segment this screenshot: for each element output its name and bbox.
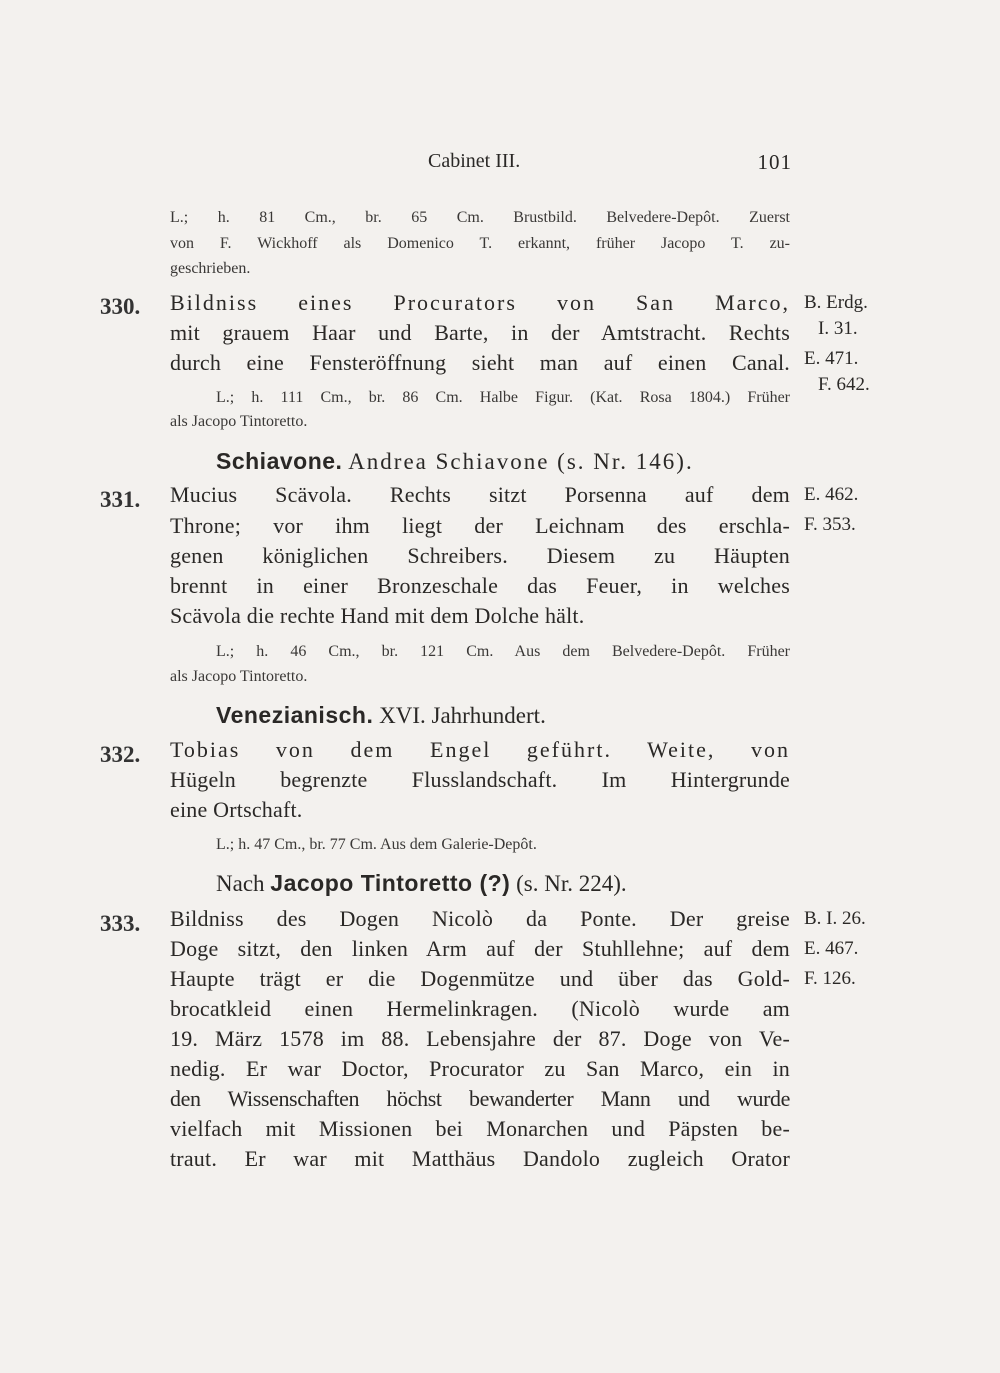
entry-text-line: Doge sitzt, den linken Arm auf der Stuhllehne; auf dem (170, 936, 790, 961)
entry-text-line: durch eine Fensteröffnung sieht man auf einen Canal. (170, 350, 790, 375)
location-ref: F. 642. (818, 374, 870, 395)
intro-note-line: L.; h. 81 Cm., br. 65 Cm. Brustbild. Belvedere-Depôt. Zuerst (170, 209, 790, 226)
entry-title-line: Bildniss des Dogen Nicolò da Ponte. Der greise (170, 906, 790, 931)
entry-text-line: 19. März 1578 im 88. Lebensjahre der 87. Doge von Ve- (170, 1026, 790, 1051)
artist-detail: Andrea Schiavone (s. Nr. 146). (348, 449, 694, 474)
entry-text-line: brocatkleid einen Hermelinkragen. (Nicolò wurde am (170, 996, 790, 1021)
location-ref: B. Erdg. (804, 292, 868, 313)
location-ref: E. 462. (804, 484, 859, 505)
intro-note-line: geschrieben. (170, 260, 251, 277)
entry-text-line: genen königlichen Schreibers. Diesem zu Häupten (170, 543, 790, 568)
location-ref: I. 31. (818, 318, 858, 339)
running-header (170, 150, 790, 180)
entry-text-line: traut. Er war mit Matthäus Dandolo zugleich Orator (170, 1146, 790, 1171)
entry-text-line: nedig. Er war Doctor, Procurator zu San Marco, ein in (170, 1056, 790, 1081)
location-ref: E. 471. (804, 348, 859, 369)
intro-note-line: von F. Wickhoff als Domenico T. erkannt, früher Jacopo T. zu- (170, 235, 790, 252)
entry-title-line: Bildniss eines Procurators von San Marco, (170, 290, 790, 315)
section-heading (216, 870, 627, 897)
page-header-title: Cabinet III. (428, 150, 521, 172)
entry-note-line: L.; h. 46 Cm., br. 121 Cm. Aus dem Belvedere-Depôt. Früher (216, 643, 790, 660)
location-ref: E. 467. (804, 938, 859, 959)
entry-number: 331. (100, 487, 141, 512)
entry-note-line: L.; h. 111 Cm., br. 86 Cm. Halbe Figur. (Kat. Rosa 1804.) Früher (216, 389, 790, 406)
school-period: XVI. Jahrhundert. (379, 703, 546, 728)
entry-text-line: mit grauem Haar und Barte, in der Amtstracht. Rechts (170, 320, 790, 345)
artist-name: Jacopo Tintoretto (?) (270, 870, 511, 896)
entry-text-line: Haupte trägt er die Dogenmütze und über das Gold- (170, 966, 790, 991)
entry-text-line: Scävola die rechte Hand mit dem Dolche hält. (170, 603, 585, 628)
artist-detail: (s. Nr. 224). (516, 871, 627, 896)
entry-text-line: brennt in einer Bronzeschale das Feuer, in welches (170, 573, 790, 598)
entry-text-line: eine Ortschaft. (170, 797, 303, 822)
entry-text-line: Throne; vor ihm liegt der Leichnam des erschla- (170, 513, 790, 538)
section-heading (216, 702, 546, 729)
entry-text-line: Hügeln begrenzte Flusslandschaft. Im Hintergrunde (170, 767, 790, 792)
location-ref: F. 353. (804, 514, 856, 535)
location-ref: F. 126. (804, 968, 856, 989)
entry-note-line: als Jacopo Tintoretto. (170, 413, 308, 430)
location-ref: B. I. 26. (804, 908, 866, 929)
artist-name: Schiavone. (216, 448, 343, 474)
entry-text-line: den Wissenschaften höchst bewanderter Mann und wurde (170, 1086, 790, 1111)
attribution-prefix: Nach (216, 871, 265, 896)
entry-note-line: L.; h. 47 Cm., br. 77 Cm. Aus dem Galerie-Depôt. (216, 836, 537, 853)
entry-title-line: Mucius Scävola. Rechts sitzt Porsenna auf dem (170, 482, 790, 507)
school-name: Venezianisch. (216, 702, 374, 728)
entry-number: 333. (100, 911, 141, 936)
page-number: 101 (757, 150, 792, 174)
entry-number: 330. (100, 294, 141, 319)
entry-text-line: vielfach mit Missionen bei Monarchen und Päpsten be- (170, 1116, 790, 1141)
section-heading (216, 448, 694, 475)
entry-number: 332. (100, 742, 141, 767)
entry-title-line: Tobias von dem Engel geführt. Weite, von (170, 737, 790, 762)
entry-note-line: als Jacopo Tintoretto. (170, 668, 308, 685)
